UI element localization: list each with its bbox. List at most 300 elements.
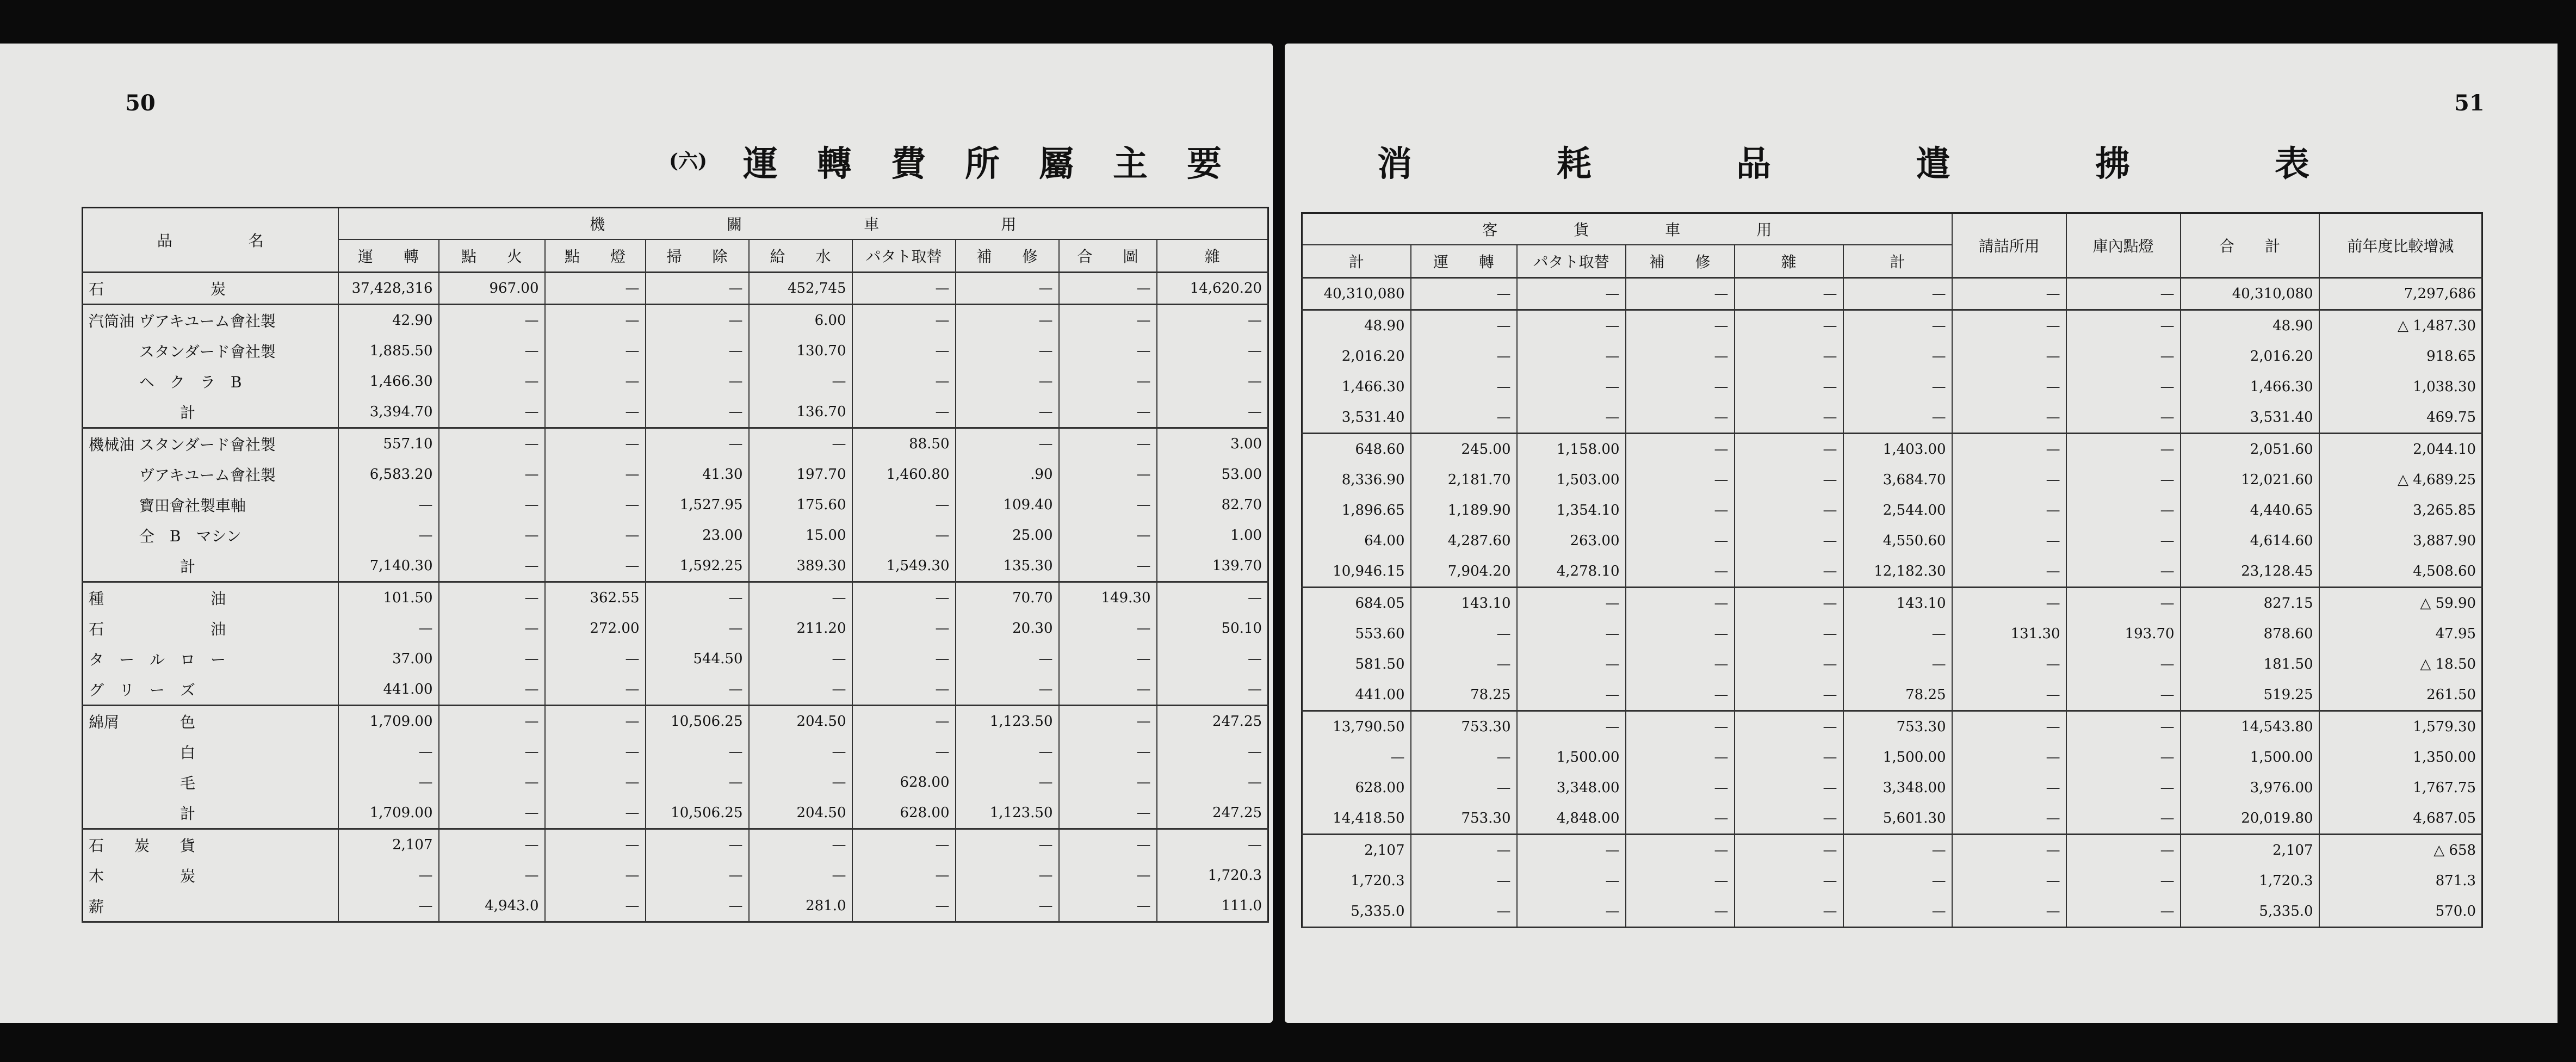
table-cell: 753.30 <box>1411 803 1517 835</box>
table-cell: 1,466.30 <box>2181 372 2319 402</box>
table-cell: — <box>852 891 956 922</box>
table-cell: — <box>1411 372 1517 402</box>
table-cell: — <box>1059 520 1157 551</box>
table-cell: 12,021.60 <box>2181 465 2319 495</box>
table-cell: — <box>2066 649 2181 680</box>
table-cell: — <box>852 366 956 397</box>
table-cell: — <box>1735 588 1843 619</box>
table-cell: — <box>1843 619 1952 649</box>
table-row <box>83 520 1268 551</box>
row-label: 種 油 <box>83 582 338 614</box>
left-page <box>0 44 1273 1023</box>
table-cell: — <box>1059 644 1157 674</box>
table-row <box>83 366 1268 397</box>
table-cell: — <box>1952 742 2066 773</box>
table-cell: 684.05 <box>1302 588 1411 619</box>
table-cell: — <box>1411 835 1517 866</box>
table-cell: △ 658 <box>2319 835 2482 866</box>
table-cell: 2,107 <box>2181 835 2319 866</box>
table-cell: — <box>1843 649 1952 680</box>
table-cell: — <box>1843 372 1952 402</box>
table-cell: △ 4,689.25 <box>2319 465 2482 495</box>
table-cell: — <box>749 428 852 460</box>
table-row <box>83 582 1268 614</box>
table-cell: 1,158.00 <box>1517 434 1626 465</box>
table-cell: 40,310,080 <box>1302 278 1411 310</box>
table-cell: 967.00 <box>439 273 545 305</box>
table-cell: — <box>1411 649 1517 680</box>
table-cell: — <box>1735 465 1843 495</box>
row-label: 木 炭 <box>83 860 338 891</box>
page-number-right: 51 <box>2454 90 2485 116</box>
col-header: 雜 <box>1157 239 1268 273</box>
table-cell: — <box>1411 896 1517 928</box>
table-cell: 3,348.00 <box>1517 773 1626 803</box>
table-cell: — <box>852 305 956 336</box>
table-cell: 3,394.70 <box>338 397 439 428</box>
table-cell: — <box>1843 341 1952 372</box>
table-cell: — <box>439 613 545 644</box>
table-cell: 1,123.50 <box>956 706 1059 737</box>
table-cell: — <box>439 829 545 861</box>
col-header: 雜 <box>1735 245 1843 278</box>
table-cell: 23,128.45 <box>2181 556 2319 588</box>
table-cell: — <box>749 737 852 767</box>
table-cell: — <box>439 674 545 706</box>
table-cell: 570.0 <box>2319 896 2482 928</box>
table-cell: 878.60 <box>2181 619 2319 649</box>
table-cell: — <box>439 737 545 767</box>
table-cell: — <box>2066 526 2181 556</box>
col-header: 計 <box>1302 245 1411 278</box>
table-cell: — <box>1059 767 1157 798</box>
table-cell: 1,527.95 <box>646 490 749 520</box>
table-cell: 389.30 <box>749 551 852 582</box>
table-cell: — <box>1626 649 1735 680</box>
table-cell: — <box>338 737 439 767</box>
table-row <box>83 737 1268 767</box>
table-cell: — <box>545 551 646 582</box>
table-cell: 2,016.20 <box>2181 341 2319 372</box>
table-cell: 37.00 <box>338 644 439 674</box>
table-cell: 197.70 <box>749 459 852 490</box>
table-cell: — <box>545 305 646 336</box>
row-label: 石 油 <box>83 613 338 644</box>
row-label: 石 炭 <box>83 273 338 305</box>
table-cell: — <box>545 644 646 674</box>
table-cell: — <box>1735 803 1843 835</box>
table-cell: — <box>1517 866 1626 896</box>
table-cell: 1,720.3 <box>2181 866 2319 896</box>
col-header: 計 <box>1843 245 1952 278</box>
table-row <box>83 459 1268 490</box>
table-cell: 2,107 <box>338 829 439 861</box>
table-cell: — <box>439 582 545 614</box>
table-cell: — <box>852 273 956 305</box>
table-cell: — <box>1735 773 1843 803</box>
table-cell: 149.30 <box>1059 582 1157 614</box>
col-header-right-6: 請詰所用 <box>1952 213 2066 278</box>
table-cell: 1,189.90 <box>1411 495 1517 526</box>
table-cell: — <box>852 737 956 767</box>
table-cell: — <box>1059 891 1157 922</box>
table-cell: — <box>646 305 749 336</box>
table-cell: 2,107 <box>1302 835 1411 866</box>
table-cell: — <box>1059 829 1157 861</box>
table-cell: 1,354.10 <box>1517 495 1626 526</box>
col-header-right-7: 庫內點燈 <box>2066 213 2181 278</box>
table-cell: 40,310,080 <box>2181 278 2319 310</box>
table-cell: — <box>1411 773 1517 803</box>
table-cell: 3.00 <box>1157 428 1268 460</box>
table-cell: — <box>1411 341 1517 372</box>
table-cell: 64.00 <box>1302 526 1411 556</box>
table-cell: 871.3 <box>2319 866 2482 896</box>
table-cell: — <box>1517 310 1626 342</box>
table-cell: — <box>1517 588 1626 619</box>
table-cell: — <box>1952 434 2066 465</box>
table-cell: 918.65 <box>2319 341 2482 372</box>
table-cell: — <box>956 397 1059 428</box>
table-cell: — <box>852 644 956 674</box>
table-cell: 1,503.00 <box>1517 465 1626 495</box>
table-cell: 1,403.00 <box>1843 434 1952 465</box>
table-cell: — <box>956 428 1059 460</box>
table-cell: 7,140.30 <box>338 551 439 582</box>
table-row <box>1302 372 2482 402</box>
table-cell: 1,038.30 <box>2319 372 2482 402</box>
table-cell: — <box>1843 402 1952 434</box>
table-cell: — <box>545 674 646 706</box>
table-cell: — <box>1626 773 1735 803</box>
table-cell: — <box>646 891 749 922</box>
page-number-left: 50 <box>125 90 156 116</box>
table-row <box>83 891 1268 922</box>
row-label: 白 <box>83 737 338 767</box>
table-cell: 5,335.0 <box>2181 896 2319 928</box>
table-cell: — <box>1952 465 2066 495</box>
table-row <box>1302 835 2482 866</box>
table-cell: — <box>545 459 646 490</box>
table-cell: — <box>2066 803 2181 835</box>
table-cell: — <box>1626 341 1735 372</box>
table-cell: 753.30 <box>1411 711 1517 743</box>
table-cell: — <box>852 706 956 737</box>
table-cell: — <box>1411 278 1517 310</box>
table-cell: — <box>646 366 749 397</box>
table-cell: — <box>1735 495 1843 526</box>
table-cell: — <box>439 459 545 490</box>
table-cell: — <box>1952 835 2066 866</box>
table-cell: — <box>439 520 545 551</box>
table-cell: 7,297,686 <box>2319 278 2482 310</box>
row-label: 毛 <box>83 767 338 798</box>
table-cell: — <box>2066 556 2181 588</box>
table-row <box>83 428 1268 460</box>
table-cell: 48.90 <box>2181 310 2319 342</box>
table-cell: — <box>545 737 646 767</box>
table-cell: 3,976.00 <box>2181 773 2319 803</box>
table-cell: 78.25 <box>1411 680 1517 711</box>
table-cell: 48.90 <box>1302 310 1411 342</box>
table-cell: — <box>1735 372 1843 402</box>
table-row <box>83 305 1268 336</box>
table-cell: — <box>1059 459 1157 490</box>
table-row <box>1302 803 2482 835</box>
table-cell: — <box>852 674 956 706</box>
table-cell: — <box>1626 896 1735 928</box>
table-cell: — <box>439 397 545 428</box>
table-cell: — <box>1735 742 1843 773</box>
table-cell: 1,460.80 <box>852 459 956 490</box>
table-cell: 1,123.50 <box>956 798 1059 829</box>
table-cell: — <box>646 336 749 366</box>
table-row <box>1302 866 2482 896</box>
table-cell: △ 18.50 <box>2319 649 2482 680</box>
table-cell: — <box>1059 397 1157 428</box>
table-cell: 1,549.30 <box>852 551 956 582</box>
table-cell: — <box>1952 278 2066 310</box>
table-cell: — <box>1411 310 1517 342</box>
table-cell: — <box>1157 674 1268 706</box>
table-cell: 136.70 <box>749 397 852 428</box>
table-cell: 1,767.75 <box>2319 773 2482 803</box>
table-cell: 8,336.90 <box>1302 465 1411 495</box>
table-row <box>83 829 1268 861</box>
table-cell: — <box>1157 644 1268 674</box>
table-cell: — <box>1626 711 1735 743</box>
col-header: 掃 除 <box>646 239 749 273</box>
table-row <box>1302 896 2482 928</box>
table-cell: 4,848.00 <box>1517 803 1626 835</box>
table-cell: — <box>338 490 439 520</box>
table-row <box>1302 434 2482 465</box>
table-row <box>1302 495 2482 526</box>
table-cell: 1,500.00 <box>1517 742 1626 773</box>
table-cell: — <box>2066 773 2181 803</box>
table-cell: — <box>545 891 646 922</box>
row-label: スタンダード會社製 <box>83 336 338 366</box>
table-cell: — <box>439 366 545 397</box>
table-cell: — <box>2066 341 2181 372</box>
table-cell: 628.00 <box>1302 773 1411 803</box>
table-row <box>83 613 1268 644</box>
table-cell: 1,500.00 <box>2181 742 2319 773</box>
table-cell: 143.10 <box>1411 588 1517 619</box>
table-cell: — <box>1059 551 1157 582</box>
title-char: 運 <box>743 144 778 184</box>
table-cell: — <box>2066 278 2181 310</box>
table-cell: — <box>545 273 646 305</box>
table-cell: — <box>545 767 646 798</box>
table-cell: — <box>1952 372 2066 402</box>
table-cell: — <box>439 305 545 336</box>
table-cell: — <box>439 490 545 520</box>
table-cell: 553.60 <box>1302 619 1411 649</box>
table-cell: 5,335.0 <box>1302 896 1411 928</box>
group-header-left: 機 關 車 用 <box>338 208 1268 240</box>
table-cell: — <box>646 767 749 798</box>
table-cell: — <box>1952 588 2066 619</box>
row-label: ヴアキユーム會社製 <box>83 459 338 490</box>
table-cell: — <box>1157 767 1268 798</box>
table-cell: — <box>956 273 1059 305</box>
table-cell: 101.50 <box>338 582 439 614</box>
row-label: 薪 <box>83 891 338 922</box>
col-header: 給 水 <box>749 239 852 273</box>
table-cell: 10,946.15 <box>1302 556 1411 588</box>
table-cell: — <box>1059 860 1157 891</box>
table-cell: — <box>1735 711 1843 743</box>
table-cell: — <box>646 829 749 861</box>
table-cell: — <box>1952 402 2066 434</box>
title-char: 要 <box>1187 144 1222 184</box>
row-label: 計 <box>83 551 338 582</box>
title-char: 品 <box>1736 144 1771 184</box>
table-cell: — <box>956 737 1059 767</box>
table-cell: — <box>1157 366 1268 397</box>
table-cell: 6,583.20 <box>338 459 439 490</box>
table-cell: — <box>439 336 545 366</box>
title-char: 表 <box>2275 144 2309 184</box>
table-cell: — <box>2066 465 2181 495</box>
table-cell: — <box>1411 866 1517 896</box>
table-cell: — <box>1735 278 1843 310</box>
table-cell: — <box>338 891 439 922</box>
table-cell: — <box>2066 588 2181 619</box>
table-cell: — <box>2066 434 2181 465</box>
table-cell: — <box>338 767 439 798</box>
table-cell: — <box>852 613 956 644</box>
table-row <box>83 490 1268 520</box>
table-cell: — <box>1952 866 2066 896</box>
table-cell: — <box>956 366 1059 397</box>
title-char: (六) <box>669 150 708 172</box>
table-row <box>1302 649 2482 680</box>
table-cell: 1.00 <box>1157 520 1268 551</box>
table-row <box>83 860 1268 891</box>
table-cell: 4,278.10 <box>1517 556 1626 588</box>
table-cell: 42.90 <box>338 305 439 336</box>
table-row <box>83 397 1268 428</box>
table-cell: 628.00 <box>852 767 956 798</box>
table-cell: — <box>1952 711 2066 743</box>
col-header: 運 轉 <box>1411 245 1517 278</box>
table-cell: 247.25 <box>1157 706 1268 737</box>
table-cell: 4,440.65 <box>2181 495 2319 526</box>
table-cell: — <box>852 860 956 891</box>
table-cell: — <box>1735 680 1843 711</box>
table-cell: 581.50 <box>1302 649 1411 680</box>
table-cell: 1,709.00 <box>338 706 439 737</box>
table-cell: — <box>646 582 749 614</box>
table-cell: — <box>1843 866 1952 896</box>
table-cell: — <box>1626 588 1735 619</box>
table-cell: — <box>439 798 545 829</box>
table-cell: — <box>749 767 852 798</box>
table-cell: 4,614.60 <box>2181 526 2319 556</box>
table-cell: 12,182.30 <box>1843 556 1952 588</box>
table-cell: — <box>646 428 749 460</box>
table-cell: 10,506.25 <box>646 798 749 829</box>
table-cell: 14,543.80 <box>2181 711 2319 743</box>
title-char: 消 <box>1377 144 1412 184</box>
table-cell: 53.00 <box>1157 459 1268 490</box>
table-cell: — <box>2066 896 2181 928</box>
table-cell: — <box>1626 680 1735 711</box>
table-row <box>1302 278 2482 310</box>
table-cell: — <box>1735 896 1843 928</box>
table-cell: — <box>439 644 545 674</box>
table-cell: — <box>1059 336 1157 366</box>
col-header: 補 修 <box>956 239 1059 273</box>
table-cell: 469.75 <box>2319 402 2482 434</box>
table-cell: — <box>1517 711 1626 743</box>
table-cell: — <box>338 613 439 644</box>
table-cell: 281.0 <box>749 891 852 922</box>
col-header: 合 圖 <box>1059 239 1157 273</box>
table-cell: — <box>1059 273 1157 305</box>
table-cell: — <box>956 336 1059 366</box>
table-cell: 1,592.25 <box>646 551 749 582</box>
table-cell: — <box>749 860 852 891</box>
table-cell: — <box>1059 613 1157 644</box>
table-cell: — <box>1735 835 1843 866</box>
table-cell: — <box>1952 495 2066 526</box>
table-cell: — <box>1157 737 1268 767</box>
table-cell: — <box>1735 310 1843 342</box>
table-row <box>1302 588 2482 619</box>
table-cell: — <box>2066 711 2181 743</box>
table-cell: 131.30 <box>1952 619 2066 649</box>
table-cell: 2,544.00 <box>1843 495 1952 526</box>
table-cell: 5,601.30 <box>1843 803 1952 835</box>
title-char: 遣 <box>1916 144 1950 184</box>
table-cell: — <box>1735 434 1843 465</box>
table-cell: — <box>1843 896 1952 928</box>
table-row <box>83 798 1268 829</box>
table-cell: — <box>1735 402 1843 434</box>
table-cell: — <box>956 891 1059 922</box>
table-cell: — <box>2066 866 2181 896</box>
table-cell: 2,051.60 <box>2181 434 2319 465</box>
table-cell: — <box>1059 366 1157 397</box>
table-cell: — <box>1843 310 1952 342</box>
table-cell: — <box>2066 495 2181 526</box>
table-cell: 1,896.65 <box>1302 495 1411 526</box>
table-cell: — <box>852 520 956 551</box>
table-cell: — <box>1843 835 1952 866</box>
table-cell: — <box>1735 556 1843 588</box>
table-cell: — <box>545 520 646 551</box>
table-row <box>83 767 1268 798</box>
right-page <box>1285 44 2558 1023</box>
table-cell: 1,466.30 <box>1302 372 1411 402</box>
table-cell: — <box>852 829 956 861</box>
table-cell: — <box>1157 336 1268 366</box>
table-cell: — <box>1843 278 1952 310</box>
row-label: ヘ ク ラ B <box>83 366 338 397</box>
table-cell: — <box>1952 526 2066 556</box>
table-cell: — <box>1157 305 1268 336</box>
table-cell: — <box>338 520 439 551</box>
table-cell: 1,709.00 <box>338 798 439 829</box>
table-cell: — <box>1626 310 1735 342</box>
table-cell: 4,687.05 <box>2319 803 2482 835</box>
table-cell: — <box>646 397 749 428</box>
table-cell: 1,885.50 <box>338 336 439 366</box>
table-cell: — <box>852 397 956 428</box>
